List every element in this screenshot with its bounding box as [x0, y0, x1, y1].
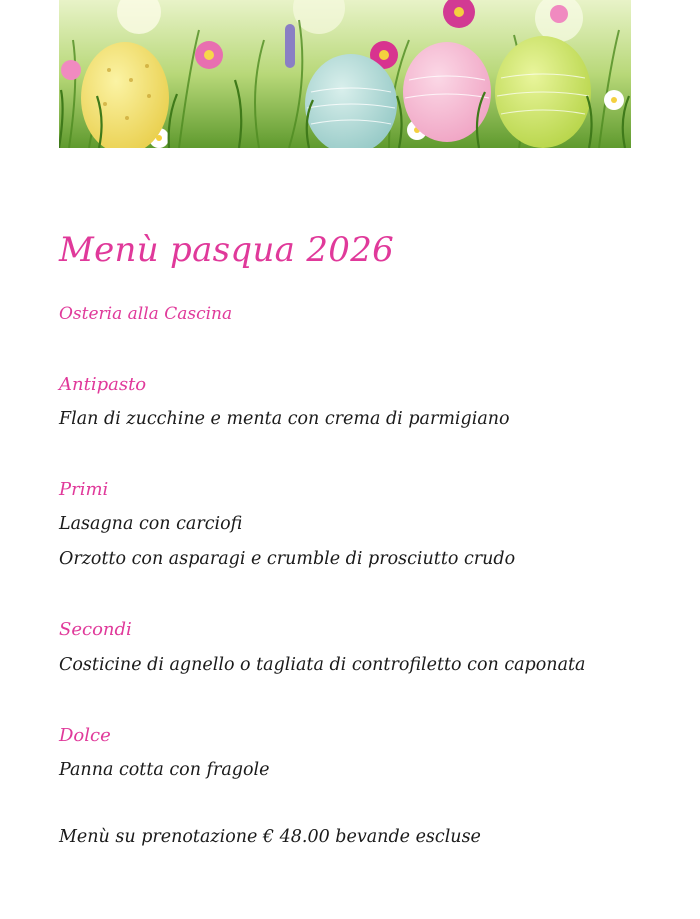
dish-item: Costicine di agnello o tagliata di controfiletto con caponata — [59, 655, 586, 675]
course-title-antipasto: Antipasto — [59, 374, 147, 395]
menu-title: Menù pasqua 2026 — [59, 230, 395, 270]
dish-item: Flan di zucchine e menta con crema di parmigiano — [59, 409, 510, 429]
course-title-primi: Primi — [59, 479, 109, 500]
dish-item: Lasagna con carciofi — [59, 514, 243, 534]
easter-eggs-banner-image — [59, 0, 631, 148]
course-title-secondi: Secondi — [59, 619, 132, 640]
course-title-dolce: Dolce — [59, 725, 111, 746]
dish-item: Panna cotta con fragole — [59, 760, 270, 780]
dish-item: Orzotto con asparagi e crumble di prosciutto crudo — [59, 549, 516, 569]
restaurant-name: Osteria alla Cascina — [59, 304, 233, 324]
price-note: Menù su prenotazione € 48.00 bevande escluse — [59, 827, 481, 847]
easter-eggs-illustration — [59, 0, 631, 148]
